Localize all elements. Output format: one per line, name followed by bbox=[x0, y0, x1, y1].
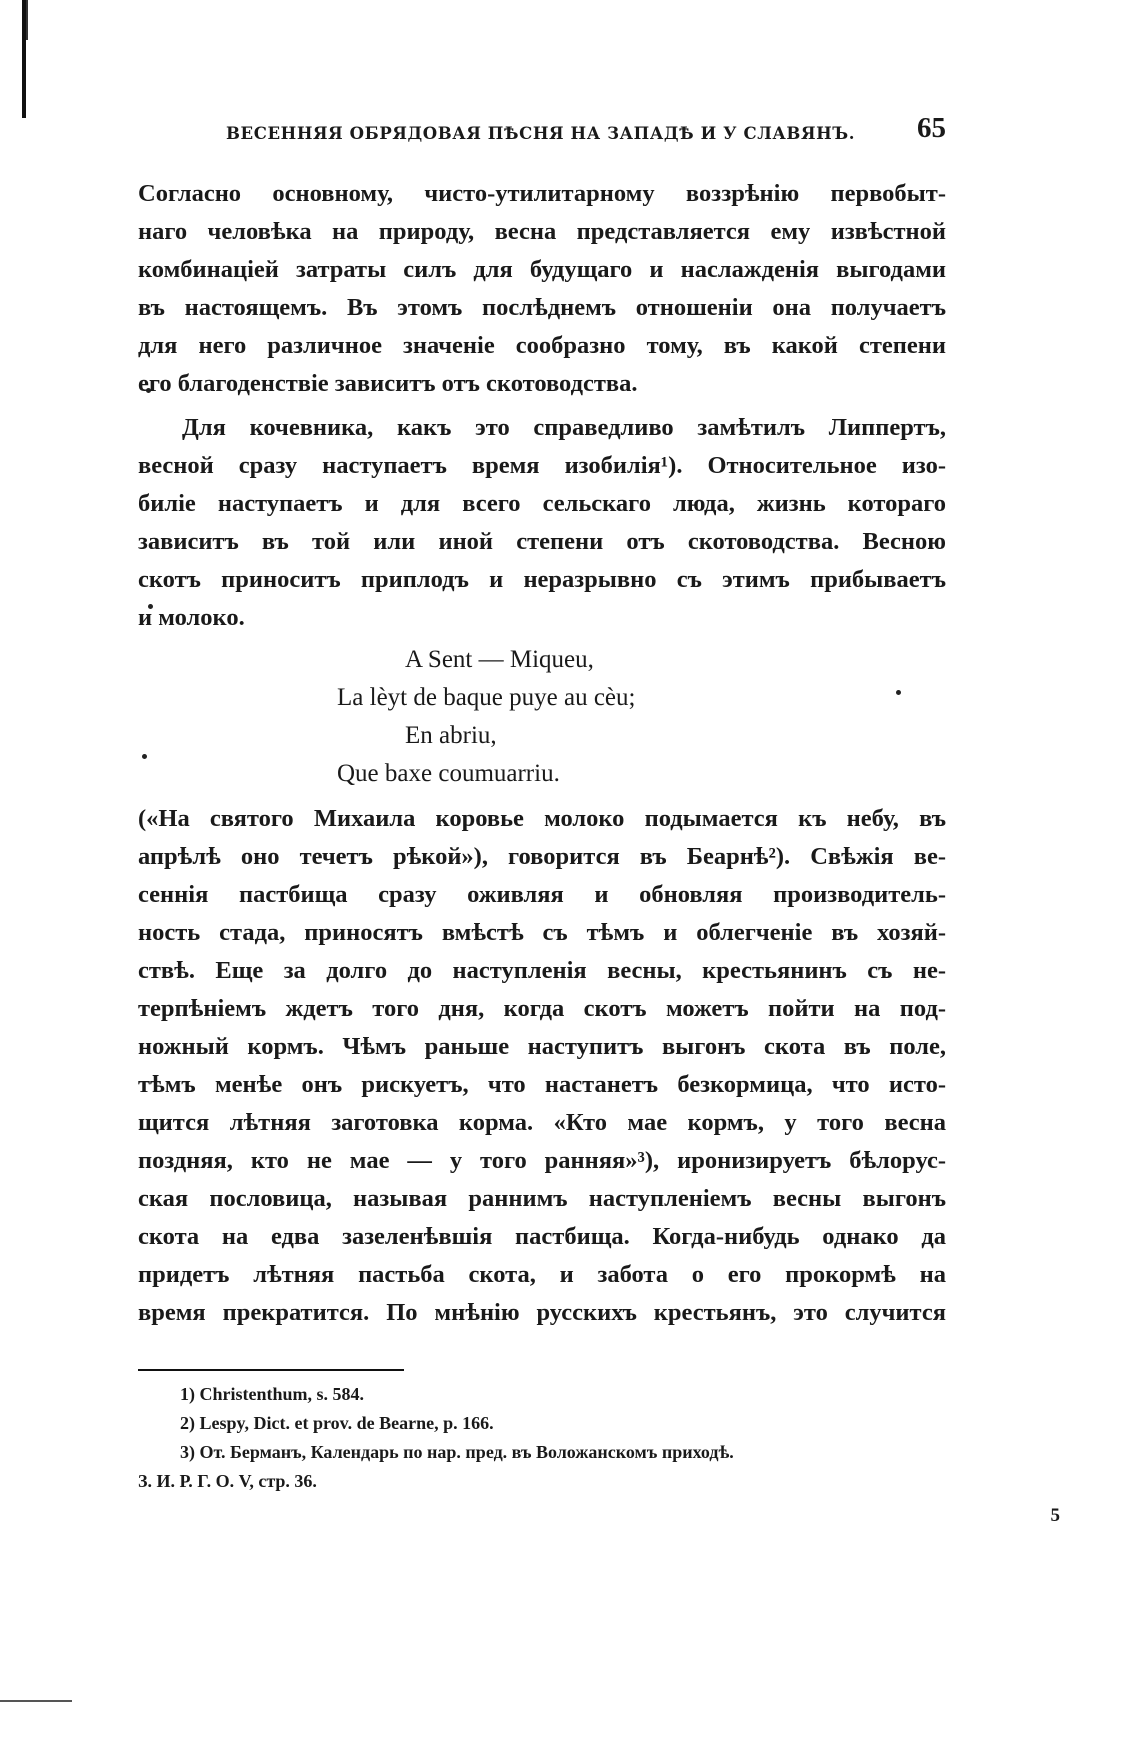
text-line: зависитъ въ той или иной степени отъ скотоводства. Весною bbox=[138, 528, 946, 555]
text-line: и молоко. bbox=[138, 604, 245, 631]
footnotes bbox=[138, 1380, 946, 1496]
body-text bbox=[138, 175, 946, 637]
footnote-3: 3) От. Берманъ, Календарь по нар. пред. въ Воложанскомъ приходѣ. bbox=[180, 1442, 734, 1462]
text-line: время прекратится. По мнѣнію русскихъ крестьянъ, это случится bbox=[138, 1299, 946, 1326]
text-line: поздняя, кто не мае — у того ранняя»³), иронизируетъ бѣлорус- bbox=[138, 1147, 946, 1174]
text-line: щится лѣтняя заготовка корма. «Кто мае кормъ, у того весна bbox=[138, 1109, 946, 1136]
paragraph-2 bbox=[138, 409, 946, 637]
footnote-3-continued: З. И. Р. Г. О. V, стр. 36. bbox=[138, 1471, 317, 1491]
text-line: скотъ приноситъ приплодъ и неразрывно съ этимъ прибываетъ bbox=[138, 566, 946, 593]
text-line: скота на едва зазеленѣвшія пастбища. Когда-нибудь однако да bbox=[138, 1223, 946, 1250]
text-line: Для кочевника, какъ это справедливо замѣтилъ Липпертъ, bbox=[182, 414, 946, 441]
text-line: биліе наступаетъ и для всего сельскаго люда, жизнь котораго bbox=[138, 490, 946, 517]
running-header bbox=[138, 112, 946, 152]
paragraph-1 bbox=[138, 175, 946, 403]
verse-line: En abriu, bbox=[405, 722, 497, 749]
paragraph-3 bbox=[138, 800, 946, 1332]
text-line: придетъ лѣтняя пастьба скота, и забота о его прокормѣ на bbox=[138, 1261, 946, 1288]
text-line: сеннія пастбища сразу оживляя и обновляя производитель- bbox=[138, 881, 946, 908]
text-line: ствѣ. Еще за долго до наступленія весны, крестьянинъ съ не- bbox=[138, 957, 946, 984]
text-line: апрѣлѣ оно течетъ рѣкой»), говорится въ Беарнѣ²). Свѣжія ве- bbox=[138, 843, 946, 870]
scan-edge-mark-inner bbox=[26, 0, 28, 40]
text-line: для него различное значеніе сообразно тому, въ какой степени bbox=[138, 332, 946, 359]
text-line: ножный кормъ. Чѣмъ раньше наступитъ выгонъ скота въ поле, bbox=[138, 1033, 946, 1060]
text-line: весной сразу наступаетъ время изобилія¹). Относительное изо- bbox=[138, 452, 946, 479]
footnote-1: 1) Christenthum, s. 584. bbox=[180, 1384, 365, 1404]
verse-block bbox=[138, 641, 946, 793]
text-line: («На святого Михаила коровье молоко подымается къ небу, въ bbox=[138, 805, 946, 832]
text-line: его благоденствіе зависитъ отъ скотоводства. bbox=[138, 370, 638, 397]
text-line: ность стада, приносятъ вмѣстѣ съ тѣмъ и облегченіе въ хозяй- bbox=[138, 919, 946, 946]
scan-bottom-mark bbox=[0, 1700, 72, 1702]
footnote-2: 2) Lespy, Dict. et prov. de Bearne, p. 166. bbox=[180, 1413, 494, 1433]
page-number: 65 bbox=[917, 112, 946, 144]
verse-line: La lèyt de baque puye au cèu; bbox=[337, 684, 636, 711]
verse-line: A Sent — Miqueu, bbox=[405, 646, 594, 673]
printer-signature: 5 bbox=[1050, 1505, 1060, 1526]
text-line: тѣмъ менѣе онъ рискуетъ, что настанетъ безкормица, что исто- bbox=[138, 1071, 946, 1098]
verse-line: Que baxe coumuarriu. bbox=[337, 760, 560, 787]
text-line: въ настоящемъ. Въ этомъ послѣднемъ отношеніи она получаетъ bbox=[138, 294, 946, 321]
text-line: Согласно основному, чисто-утилитарному воззрѣнію первобыт- bbox=[138, 180, 946, 207]
text-line: комбинаціей затраты силъ для будущаго и наслажденія выгодами bbox=[138, 256, 946, 283]
text-line: наго человѣка на природу, весна представляется ему извѣстной bbox=[138, 218, 946, 245]
text-line: терпѣніемъ ждетъ того дня, когда скотъ можетъ пойти на под- bbox=[138, 995, 946, 1022]
footnote-rule bbox=[138, 1369, 404, 1371]
running-title: ВЕСЕННЯЯ ОБРЯДОВАЯ ПѢСНЯ НА ЗАПАДѢ И У СЛАВЯНЪ. bbox=[226, 124, 856, 143]
text-line: ская пословица, называя раннимъ наступленіемъ весны выгонъ bbox=[138, 1185, 946, 1212]
